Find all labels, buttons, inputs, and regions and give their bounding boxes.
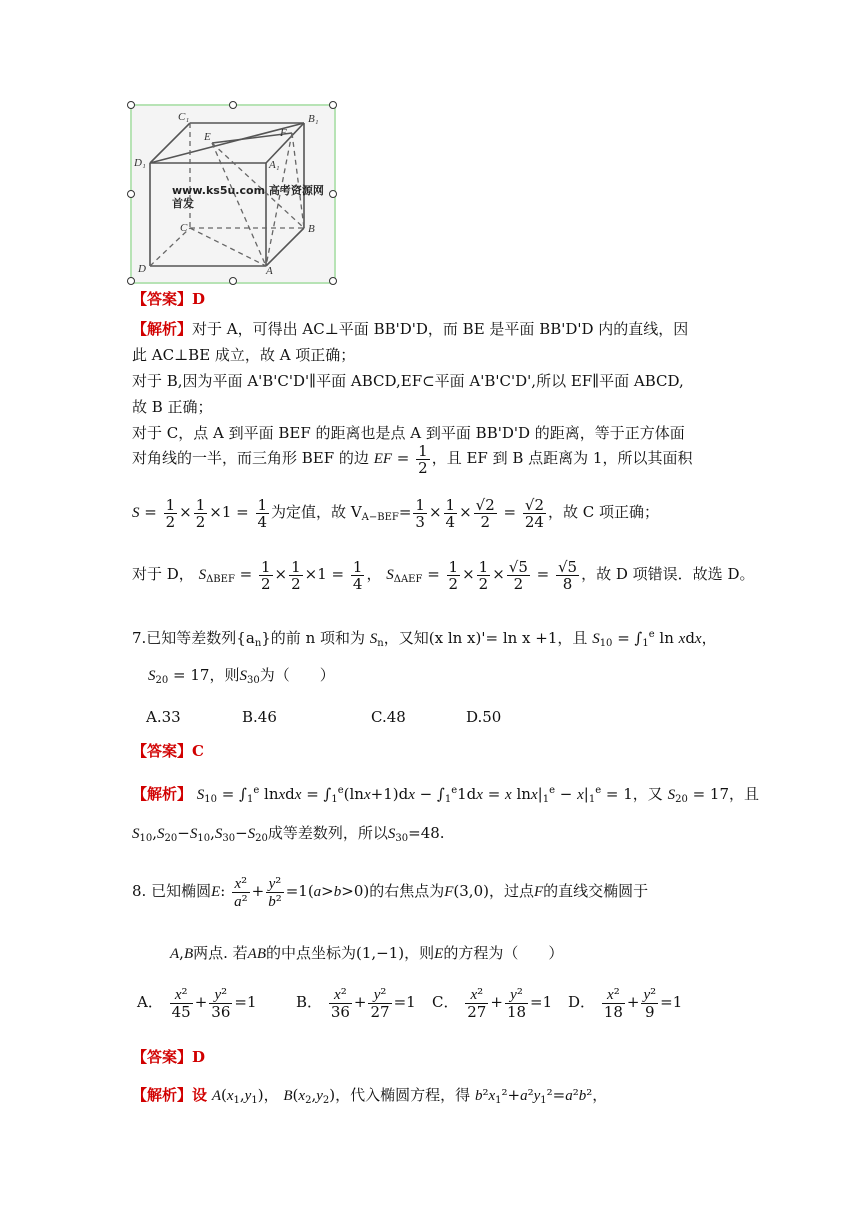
label-e: E (204, 131, 211, 143)
resize-handle[interactable] (229, 101, 237, 109)
label-a: A (266, 265, 273, 277)
q8-option-d[interactable]: D． $\frac{\text{x²}}{18}$ + $\frac{\text{y²}}{9}$ =1 (568, 985, 683, 1021)
q8-stem-2: A,B两点. 若AB的中点坐标为(1,−1)，则E的方程为（ ） (170, 944, 564, 962)
watermark-text-2: 首发 (172, 197, 194, 210)
q6-d-formula: 对于 D， $S_{\Delta BEF}$ = $\frac{1}{2}$ × $\frac{1}{2}$ ×1 = $\frac{1}{4}$ ， $S_{\Delta AEF}$ = $\frac{1}{2}$ × $\frac{1}{2}$ × $\frac{√5}{2}$ = $\frac{√5}{8}$ ，故 D 项错误．故选 D。 (132, 557, 755, 593)
q6-answer: 【答案】D (132, 290, 206, 308)
resize-handle[interactable] (127, 277, 135, 285)
resize-handle[interactable] (127, 190, 135, 198)
q7-option-a[interactable]: A.33 (146, 708, 181, 726)
label-c1: C₁ (178, 111, 190, 123)
q6-area-formula: S = $\frac{1}{2}$ × $\frac{1}{2}$ ×1 = $\frac{1}{4}$ 为定值，故 $V_{A-BEF}=$ $\frac{1}{3}$ × $\frac{1}{4}$ × $\frac{√2}{2}$ = $\frac{√2}{24}$ ，故 C 项正确； (132, 495, 660, 531)
label-f: F (280, 127, 287, 139)
q7-option-b[interactable]: B.46 (242, 708, 277, 726)
q8-option-c[interactable]: C． $\frac{\text{x²}}{27}$ + $\frac{\text{y²}}{18}$ =1 (432, 985, 553, 1021)
q6-analysis-line: 【解析】对于 A，可得出 AC⊥平面 BB'D'D，而 BE 是平面 BB'D'D 内的直线，因 (132, 320, 689, 338)
q6-analysis-line: 对于 B,因为平面 A'B'C'D'∥平面 ABCD,EF⊂平面 A'B'C'D',所以 EF∥平面 ABCD, (132, 372, 684, 390)
resize-handle[interactable] (329, 190, 337, 198)
q8-option-a[interactable]: A． $\frac{\text{x²}}{45}$ + $\frac{\text{y²}}{36}$ =1 (137, 985, 257, 1021)
q6-analysis-line: 此 AC⊥BE 成立，故 A 项正确； (132, 346, 356, 364)
q6-analysis-line: 对角线的一半，而三角形 BEF 的边 EF = $\frac{1}{2}$ ，且 EF 到 B 点距离为 1，所以其面积 (132, 441, 693, 477)
q7-option-c[interactable]: C.48 (371, 708, 406, 726)
q8-analysis-line: 【解析】设 $A(x_1,y_1)$， $B(x_2,y_2)$，代入椭圆方程，得 $b^2x_1^2+a^2y_1^2=a^2b^2$， (132, 1086, 608, 1106)
q8-answer: 【答案】D (132, 1048, 206, 1066)
q7-analysis-line: 【解析】 $S_{10} = \int_1^e$ lnxdx = $\int_1^e(\ln x+1)dx - \int_1^e1dx = x$ $\ln x|_1^e - x|_1^e = 1$，又 $S_{20} = 17$，且 (132, 785, 760, 805)
q7-analysis-line: $S_{10},S_{20}-S_{10},S_{30}-S_{20}$成等差数列，所以$S_{30}=48$. (132, 824, 445, 844)
label-d: D (138, 263, 146, 275)
q7-option-d[interactable]: D.50 (466, 708, 502, 726)
resize-handle[interactable] (127, 101, 135, 109)
resize-handle[interactable] (329, 277, 337, 285)
resize-handle[interactable] (229, 277, 237, 285)
label-b1: B₁ (308, 113, 319, 125)
resize-handle[interactable] (329, 101, 337, 109)
q6-analysis-line: 对于 C，点 A 到平面 BEF 的距离也是点 A 到平面 BB'D'D 的距离，等于正方体面 (132, 424, 685, 442)
q7-stem-2: $S_{20} = 17$，则$S_{30}$为（ ） (148, 666, 335, 686)
q7-answer: 【答案】C (132, 742, 204, 760)
q7-stem: 7.已知等差数列$\{a_n\}$的前 n 项和为 $S_n$，又知(x ln x)'= ln x +1，且 $S_{10} = \int_1^e$ ln xdx， (132, 629, 717, 649)
cube-diagram (132, 106, 334, 282)
watermark-text: www.ks5u.com 高考资源网 (172, 184, 324, 197)
label-b: B (308, 223, 315, 235)
q6-analysis-line: 故 B 正确； (132, 398, 213, 416)
label-c: C (180, 222, 188, 234)
cube-figure[interactable] (130, 104, 336, 284)
q8-stem: 8. 已知椭圆E: $\frac{\text{x²}}{\text{a²}}$ + $\frac{\text{y²}}{\text{b²}}$ =1(a>b>0)的右焦点为F(3,0)，过点F的直线交椭圆于 (132, 873, 649, 910)
label-a1: A₁ (269, 159, 280, 171)
q8-option-b[interactable]: B． $\frac{\text{x²}}{36}$ + $\frac{\text{y²}}{27}$ =1 (296, 985, 416, 1021)
label-d1: D₁ (134, 157, 146, 169)
